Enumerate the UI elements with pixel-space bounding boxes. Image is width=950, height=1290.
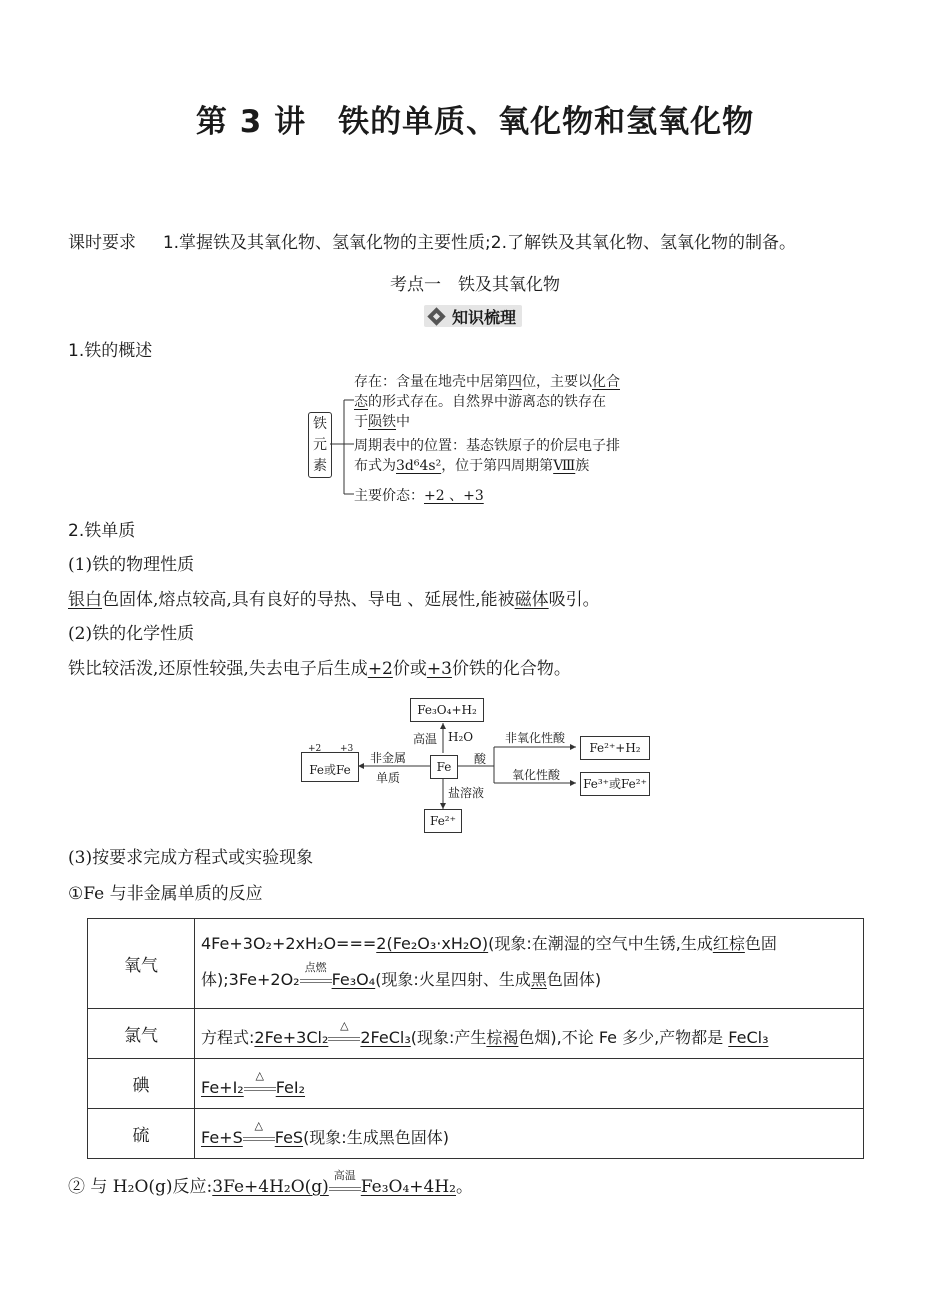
tree-root-char: 素	[313, 457, 327, 474]
answer-blank: Fe₃O₄	[331, 969, 376, 989]
answer-blank: Fe₃O₄+4H₂	[360, 1177, 456, 1197]
text: 色固体,熔点较高,具有良好的导热、导电 、延展性,能被	[102, 590, 515, 610]
product-box-fe2-h2: Fe²⁺+H₂	[580, 736, 650, 760]
row-content	[195, 1059, 864, 1109]
center-box-fe: Fe	[430, 755, 458, 779]
table-row	[88, 1059, 864, 1109]
text: 位，主要以	[522, 374, 592, 390]
text: 存在：含量在地壳中居第	[354, 374, 508, 390]
heading-iron-element: 2.铁单质	[68, 521, 136, 541]
condition-label: △	[340, 1019, 349, 1032]
reaction-condition	[244, 1069, 276, 1094]
answer-blank: FeS	[274, 1127, 304, 1147]
answer-blank: Fe+S	[201, 1127, 243, 1147]
text: 布式为	[354, 458, 396, 474]
text: 色烟),不论 Fe 多少,产物都是	[518, 1027, 729, 1047]
condition-label: 高温	[333, 1168, 356, 1182]
answer-blank: 棕褐	[486, 1027, 519, 1047]
subheading-nonmetal-reaction: ①Fe 与非金属单质的反应	[68, 884, 263, 904]
requirement-text: 1.掌握铁及其氧化物、氢氧化物的主要性质;2.了解铁及其氧化物、氢氧化物的制备。	[162, 233, 796, 253]
label-salt-solution: 盐溶液	[448, 786, 485, 800]
label-high-temp: 高温	[413, 732, 438, 746]
tree-branch-existence	[354, 372, 620, 432]
section-title: 考点一 铁及其氧化物	[390, 275, 560, 295]
reaction-table	[87, 918, 864, 1159]
text: 于	[354, 414, 368, 430]
label-nonoxidizing-acid: 非氧化性酸	[505, 731, 566, 745]
text: 价铁的化合物。	[451, 659, 571, 679]
answer-blank: 磁体	[514, 590, 549, 610]
tree-root-node	[308, 412, 332, 478]
answer-blank: +2	[367, 659, 393, 679]
tree-branch-position	[354, 436, 620, 476]
text: 。	[456, 1177, 473, 1197]
text: 族	[575, 458, 590, 474]
text: (现象:在潮湿的空气中生锈,生成	[488, 933, 713, 953]
answer-blank: 黑	[530, 969, 547, 989]
answer-blank: 2(Fe₂O₃·xH₂O)	[376, 933, 489, 953]
text: 的形式存在。自然界中游离态的铁存在	[368, 394, 606, 410]
reaction-condition	[300, 961, 332, 986]
condition-label: 点燃	[304, 961, 327, 974]
water-reaction-line	[68, 1168, 473, 1198]
physical-properties-text	[68, 589, 600, 611]
reaction-condition	[329, 1168, 361, 1194]
text: (现象:火星四射、生成	[375, 969, 531, 989]
text: 周期表中的位置：基态铁原子的价层电子排	[354, 438, 620, 454]
text: 主要价态：	[354, 488, 424, 504]
answer-blank: 2Fe+3Cl₂	[254, 1027, 329, 1047]
row-content	[195, 1009, 864, 1059]
row-label: 氧气	[88, 919, 195, 1009]
tree-bracket	[330, 378, 356, 500]
product-box-fe3-fe2: Fe³⁺或Fe²⁺	[580, 772, 650, 796]
text: 方程式:	[201, 1027, 255, 1047]
table-row	[88, 919, 864, 1009]
subheading-chemical: (2)铁的化学性质	[68, 624, 195, 644]
row-label: 碘	[88, 1059, 195, 1109]
reaction-condition	[243, 1119, 275, 1144]
label-element: 单质	[376, 771, 401, 785]
tree-root-char: 铁	[313, 415, 327, 432]
text: 铁比较活泼,还原性较强,失去电子后生成	[68, 659, 368, 679]
page-title: 第 3 讲 铁的单质、氧化物和氢氧化物	[195, 104, 755, 140]
answer-blank: +3	[426, 659, 452, 679]
text: 体);3Fe+2O₂	[201, 969, 300, 989]
text: 色固体)	[546, 969, 602, 989]
course-requirement	[68, 232, 796, 254]
answer-blank: 3d⁶4s²	[396, 458, 442, 474]
table-row	[88, 1109, 864, 1159]
answer-blank: +2 、+3	[424, 488, 484, 504]
oxidation-state: +3	[340, 744, 354, 754]
row-label: 硫	[88, 1109, 195, 1159]
tree-root-char: 元	[313, 436, 327, 453]
answer-blank: 银白	[68, 590, 102, 610]
oxidation-state: +2	[308, 744, 322, 754]
label-acid: 酸	[474, 752, 487, 766]
heading-iron-overview: 1.铁的概述	[68, 341, 153, 361]
label-oxidizing-acid: 氧化性酸	[512, 768, 561, 782]
knowledge-badge-label: 知识梳理	[452, 307, 517, 327]
subheading-physical: (1)铁的物理性质	[68, 555, 195, 575]
text: 4Fe+3O₂+2xH₂O===	[201, 933, 377, 953]
text: 吸引。	[548, 590, 600, 610]
text: (现象:生成黑色固体)	[303, 1127, 449, 1147]
text: 色固	[744, 933, 777, 953]
answer-blank: 态	[354, 394, 368, 410]
reaction-condition	[328, 1019, 360, 1044]
product-box-fe2: Fe²⁺	[424, 809, 462, 833]
answer-blank: Ⅷ	[553, 458, 576, 474]
answer-blank: 红棕	[712, 933, 745, 953]
text: ② 与 H₂O(g)反应:	[68, 1177, 213, 1197]
row-content	[195, 919, 864, 1009]
text: 中	[396, 414, 410, 430]
answer-blank: 四	[508, 374, 522, 390]
answer-blank: Fe+I₂	[201, 1077, 244, 1097]
text: (现象:产生	[410, 1027, 487, 1047]
text: 价或	[392, 659, 427, 679]
knowledge-badge	[424, 305, 522, 327]
chemical-properties-text	[68, 658, 571, 680]
tree-branch-valence	[354, 486, 484, 506]
requirement-label: 课时要求	[68, 233, 136, 253]
condition-label: △	[254, 1119, 263, 1132]
row-label: 氯气	[88, 1009, 195, 1059]
table-row	[88, 1009, 864, 1059]
answer-blank: 2FeCl₃	[360, 1027, 411, 1047]
answer-blank: 陨铁	[368, 414, 396, 430]
answer-blank: FeI₂	[275, 1077, 306, 1097]
answer-blank: 3Fe+4H₂O(g)	[212, 1177, 329, 1197]
subheading-equations: (3)按要求完成方程式或实验现象	[68, 848, 314, 868]
row-content	[195, 1109, 864, 1159]
text: ，位于第四周期第	[441, 458, 554, 474]
answer-blank: 化合	[592, 374, 620, 390]
product-box-fe3o4: Fe₃O₄+H₂	[410, 698, 484, 722]
answer-blank: FeCl₃	[728, 1027, 769, 1047]
condition-label: △	[255, 1069, 264, 1082]
diamond-icon	[427, 307, 445, 325]
label-water: H₂O	[448, 730, 474, 744]
product-box-fe-compound	[301, 744, 359, 782]
label-nonmetal: 非金属	[370, 751, 407, 765]
text: Fe或Fe	[309, 763, 351, 777]
